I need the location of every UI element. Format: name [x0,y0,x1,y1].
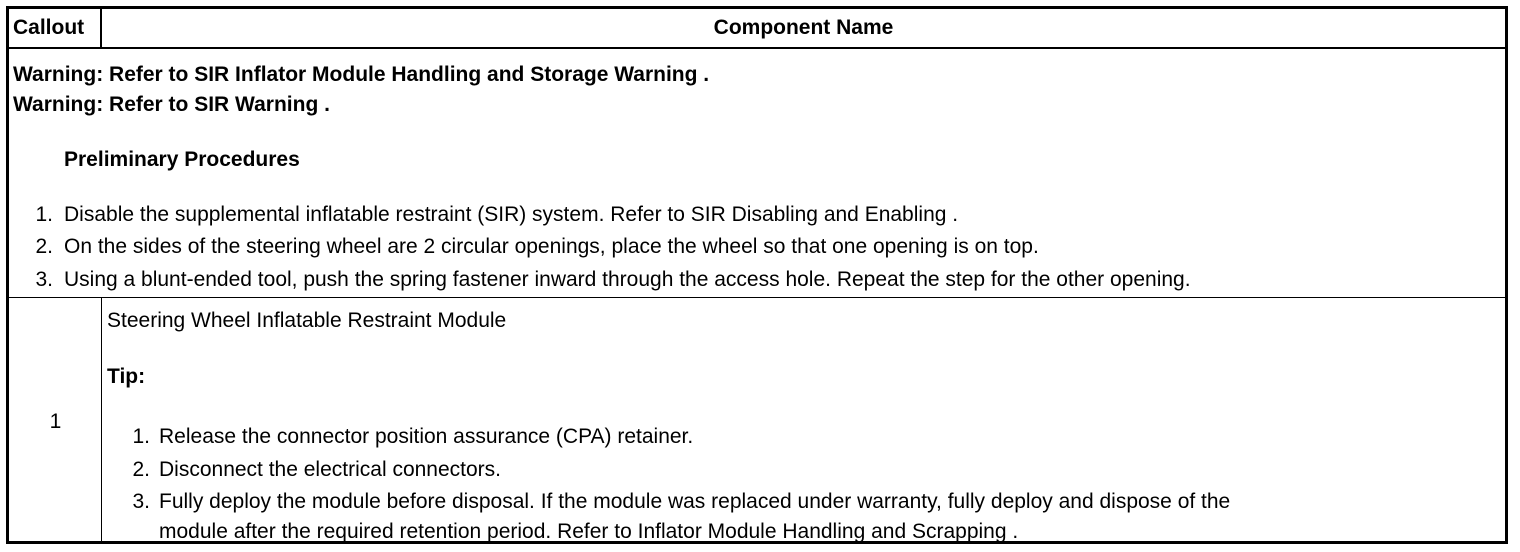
step-text-continued[interactable]: module after the required retention period. Refer to Inflator Module Handling and Scrapping . [159,520,1019,543]
step-number: 3. [132,490,150,513]
step-text: Release the connector position assurance (CPA) retainer. [159,425,694,448]
table-row [9,298,1505,541]
procedure-table [6,6,1508,544]
step-number: 2. [132,458,150,481]
component-cell [102,298,1505,541]
step-text: Using a blunt-ended tool, push the spring fastener inward through the access hole. Repeat the step for the other opening. [64,268,1191,291]
step-number: 3. [35,268,53,291]
warning-inflator-handling-link[interactable]: Warning: Refer to SIR Inflator Module Handling and Storage Warning . [13,63,710,86]
component-name: Steering Wheel Inflatable Restraint Module [107,309,507,332]
step-text[interactable]: Disable the supplemental inflatable restraint (SIR) system. Refer to SIR Disabling and Enabling . [64,203,959,226]
callout-number: 1 [49,410,62,433]
step-number: 1. [35,203,53,226]
step-text: Fully deploy the module before disposal. If the module was replaced under warranty, fully deploy and dispose of the [159,490,1231,513]
callout-column-header: Callout [9,9,102,47]
warning-sir-link[interactable]: Warning: Refer to SIR Warning . [13,93,330,116]
tip-label: Tip: [107,365,146,388]
preliminary-procedures-heading: Preliminary Procedures [64,148,300,171]
component-name-column-header: Component Name [713,16,894,39]
warnings-and-preliminary-row [9,49,1505,298]
callout-cell [9,298,102,541]
step-text: Disconnect the electrical connectors. [159,458,501,481]
step-number: 1. [132,425,150,448]
step-text: On the sides of the steering wheel are 2 circular openings, place the wheel so that one opening is on top. [64,235,1039,258]
step-number: 2. [35,235,53,258]
table-header [9,9,1505,49]
